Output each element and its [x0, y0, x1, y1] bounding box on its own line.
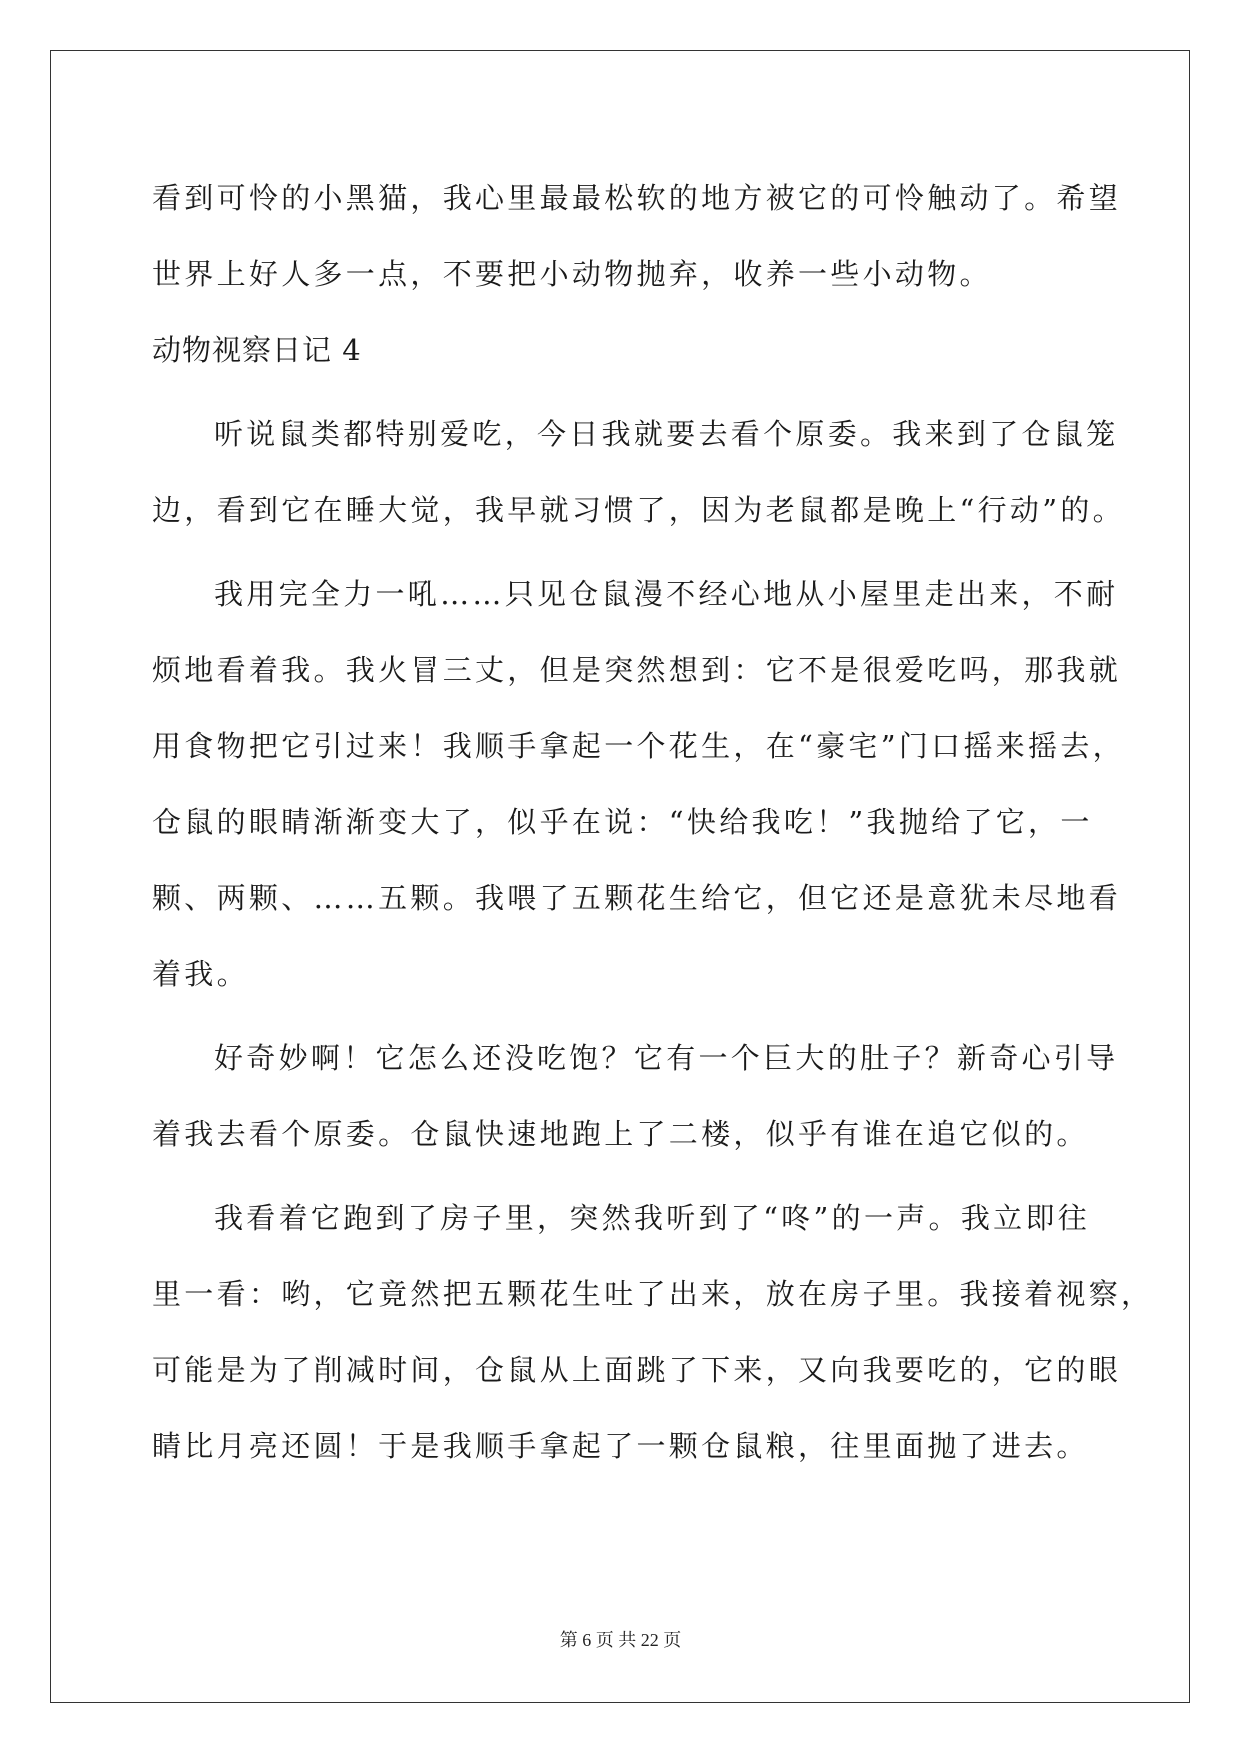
page-number-footer: 第 6 页 共 22 页 — [559, 1630, 682, 1650]
text-line: 我用完全力一吼……只见仓鼠漫不经心地从小屋里走出来，不耐 — [214, 577, 1119, 611]
text-line: 用食物把它引过来！我顺手拿起一个花生，在“豪宅”门口摇来摇去， — [152, 729, 1125, 763]
section-heading: 动物视察日记 4 — [152, 333, 362, 367]
text-line: 边，看到它在睡大觉，我早就习惯了，因为老鼠都是晚上“行动”的。 — [152, 493, 1125, 527]
text-line: 里一看：哟，它竟然把五颗花生吐了出来，放在房子里。我接着视察， — [152, 1277, 1154, 1311]
text-line: 睛比月亮还圆！于是我顺手拿起了一颗仓鼠粮，往里面抛了进去。 — [152, 1429, 1089, 1463]
text-line: 着我。 — [152, 957, 249, 991]
text-line: 好奇妙啊！它怎么还没吃饱？它有一个巨大的肚子？新奇心引导 — [214, 1041, 1119, 1075]
text-line: 听说鼠类都特别爱吃，今日我就要去看个原委。我来到了仓鼠笼 — [214, 417, 1119, 451]
text-line: 仓鼠的眼睛渐渐变大了，似乎在说：“快给我吃！”我抛给了它，一 — [152, 805, 1093, 839]
text-line: 烦地看着我。我火冒三丈，但是突然想到：它不是很爱吃吗，那我就 — [152, 653, 1122, 687]
text-line: 颗、两颗、……五颗。我喂了五颗花生给它，但它还是意犹未尽地看 — [152, 881, 1122, 915]
text-line: 着我去看个原委。仓鼠快速地跑上了二楼，似乎有谁在追它似的。 — [152, 1117, 1089, 1151]
text-line: 可能是为了削减时间，仓鼠从上面跳了下来，又向我要吃的，它的眼 — [152, 1353, 1122, 1387]
document-body — [152, 160, 1154, 1484]
text-line: 我看着它跑到了房子里，突然我听到了“咚”的一声。我立即往 — [214, 1201, 1091, 1235]
text-line: 世界上好人多一点，不要把小动物抛弃，收养一些小动物。 — [152, 257, 992, 291]
text-line: 看到可怜的小黑猫，我心里最最松软的地方被它的可怜触动了。希望 — [152, 181, 1122, 215]
